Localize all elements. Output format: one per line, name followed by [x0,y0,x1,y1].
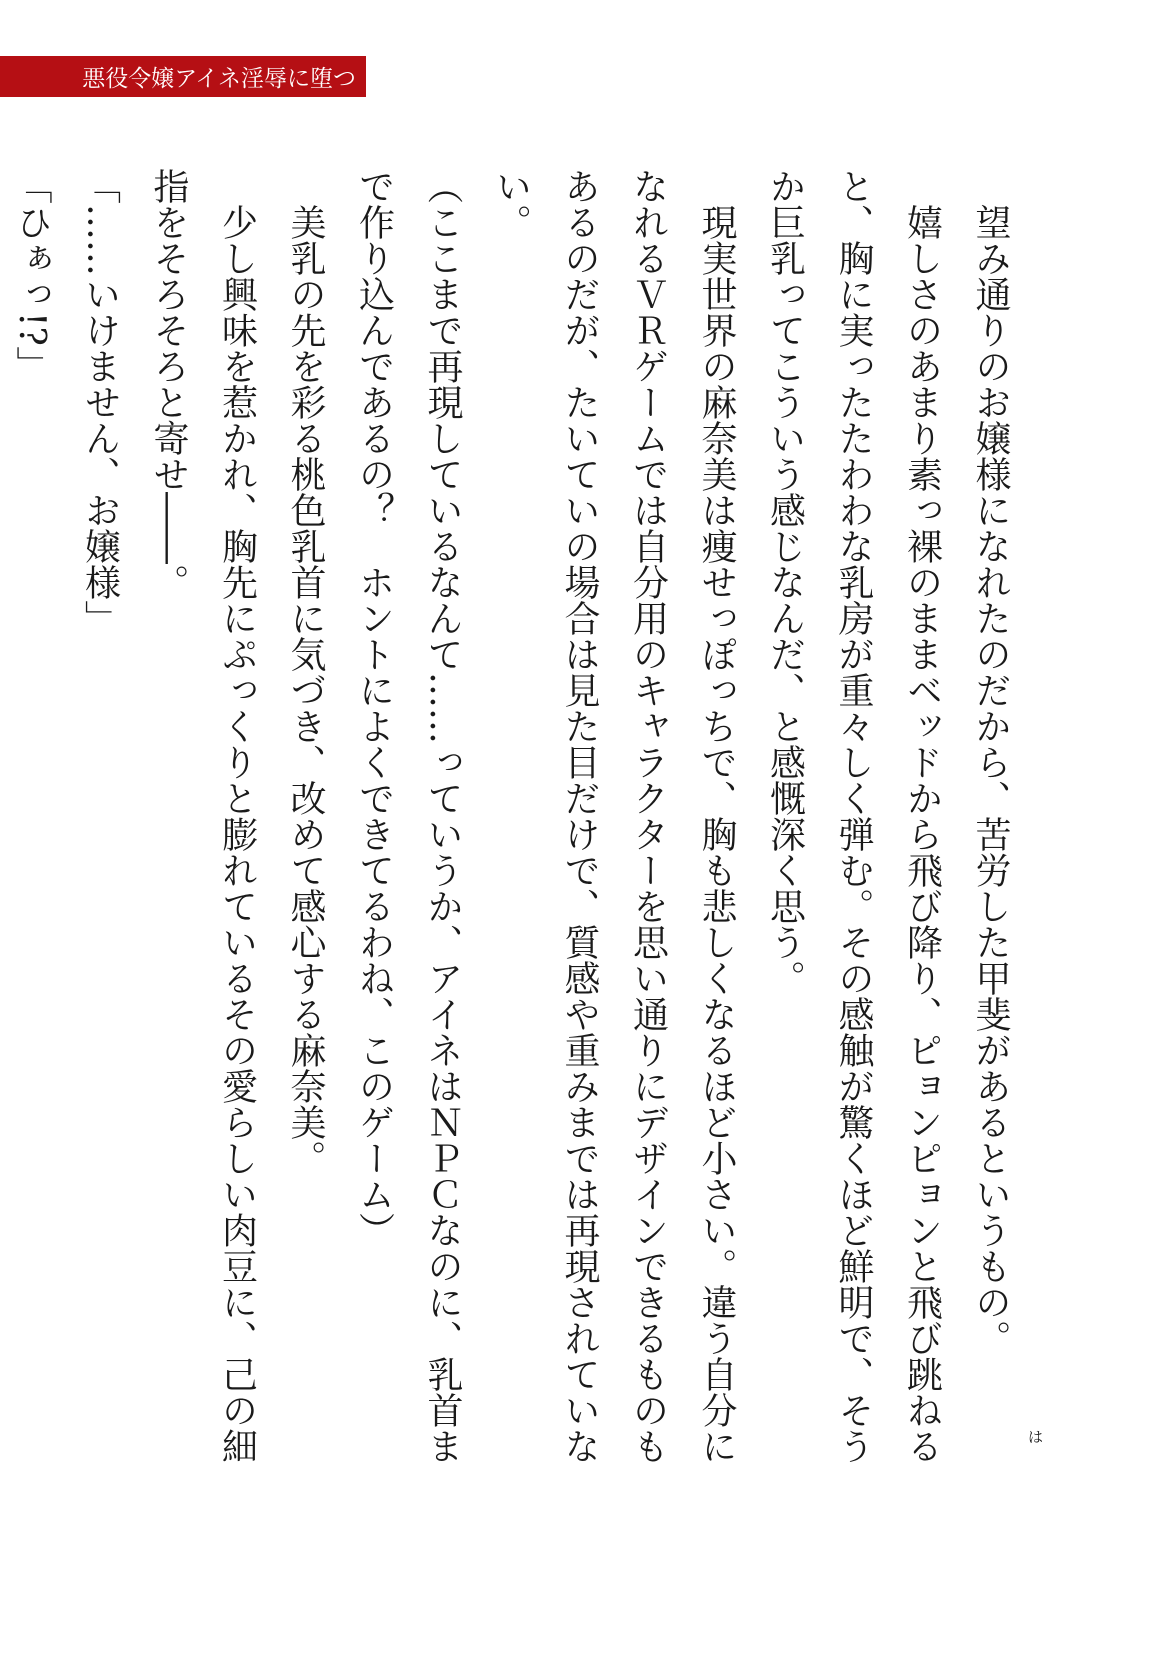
text-line: 指をそろそろと寄せ――。 [148,168,189,600]
text-line: （ここまで再現しているなんて……っていうか、アイネはＮＰＣなのに、乳首ま [422,168,463,1464]
text-line: なれるＶＲゲームでは自分用のキャラクターを思い通りにデザインできるものも [627,168,669,1464]
text-line: 「……いけません、お嬢様」 [79,168,121,636]
text-line: 少し興味を惹かれ、胸先にぷっくりと膨れているその愛らしい肉豆に、己の細 [216,168,258,1464]
text-line: 現実世界の麻奈美は痩せっぽっちで、胸も悲しくなるほど小さい。違う自分に [696,168,737,1464]
text-line: と、胸に実ったたわわな乳房が重々しく弾む。その感触が驚くほど鮮明で、そう [833,168,874,1464]
vertical-text-body [0,168,1024,1548]
text-line: い。 [490,168,532,240]
book-title: 悪役令嬢アイネ淫辱に堕つ [82,66,356,92]
furigana-ruby: は [1028,1428,1044,1446]
text-line: 望み通りのお嬢様になれたのだから、苦労した甲斐があるというもの。 [970,168,1011,1356]
text-line: 嬉しさのあまり素っ裸のままベッドから飛び降り、ピョンピョンと飛び跳ねる [901,168,943,1464]
text-line: あるのだが、たいていの場合は見た目だけで、質感や重みまでは再現されていな [559,168,600,1464]
text-line: 「ひぁっ!?」 [11,168,52,382]
text-line: 美乳の先を彩る桃色乳首に気づき、改めて感心する麻奈美。 [285,168,326,1176]
text-line: で作り込んであるの？ ホントによくできてるわね、このゲーム） [353,168,395,1248]
running-header [0,56,366,97]
text-line: か巨乳ってこういう感じなんだ、と感慨深く思う。 [764,168,806,996]
